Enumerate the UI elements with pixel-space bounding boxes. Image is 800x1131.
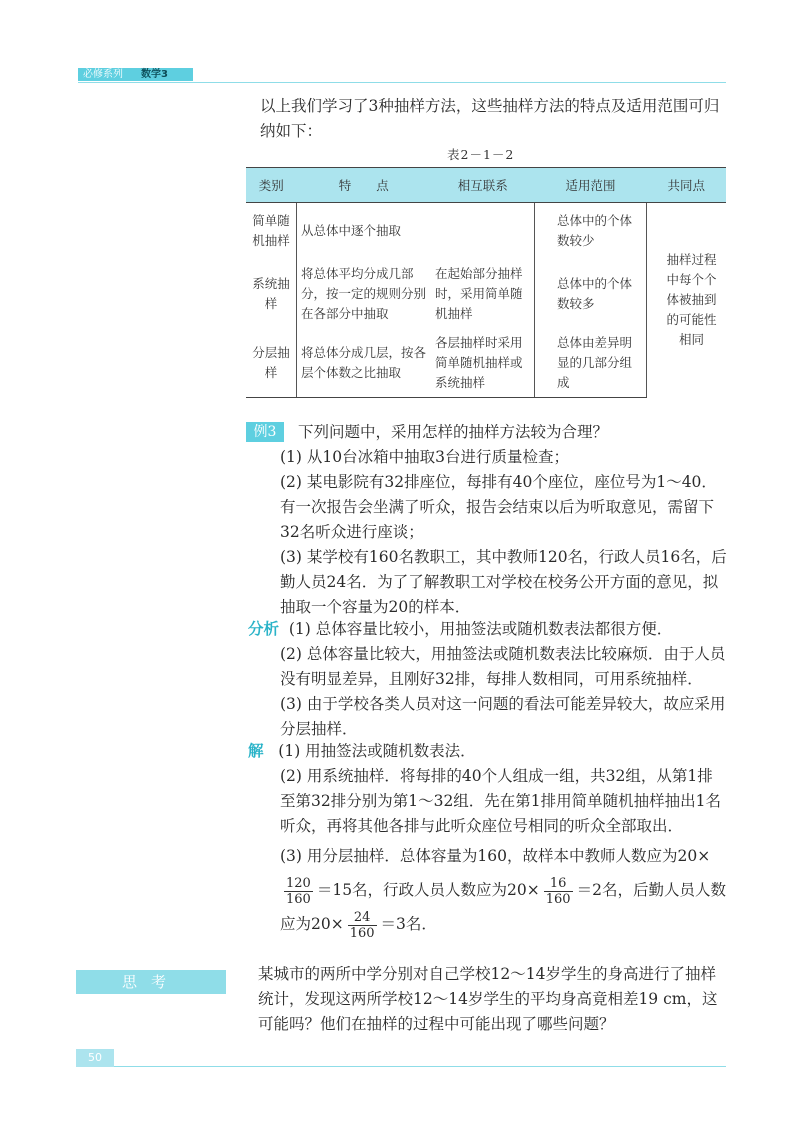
solution-label: 解 bbox=[248, 741, 264, 760]
think-paragraph: 某城市的两所中学分别对自己学校12～14岁学生的身高进行了抽样统计，发现这两所学校12～14岁学生的平均身高竟相差19 cm，这可能吗？他们在抽样的过程中可能出现了哪些问题？ bbox=[258, 965, 718, 1033]
cell-relation: 各层抽样时采用简单随机抽样或系统抽样 bbox=[431, 329, 535, 398]
cell-scope: 总体由差异明显的几部分组成 bbox=[535, 329, 647, 398]
cell-scope: 总体中的个体数较少 bbox=[535, 203, 647, 260]
fraction bbox=[348, 910, 377, 941]
cell-feature: 将总体分成几层，按各层个体数之比抽取 bbox=[297, 329, 432, 398]
table-caption: 表2－1－2 bbox=[447, 147, 515, 162]
series-label: 必修系列 bbox=[83, 69, 123, 80]
solution-item-3 bbox=[248, 839, 728, 941]
denominator: 160 bbox=[286, 891, 311, 907]
cell-feature: 从总体中逐个抽取 bbox=[301, 223, 402, 238]
page-number: 50 bbox=[76, 1049, 114, 1067]
analysis-item: (3) 由于学校各类人员对这一问题的看法可能差异较大，故应采用分层抽样． bbox=[280, 695, 726, 738]
analysis-item: (2) 总体容量比较大，用抽签法或随机数表法比较麻烦．由于人员没有明显差异，且刚好32排，每排人数相同，可用系统抽样． bbox=[280, 645, 726, 688]
cell-category: 简单随机抽样 bbox=[246, 203, 297, 260]
header-feature: 特 点 bbox=[297, 168, 432, 203]
analysis-block bbox=[248, 616, 728, 742]
cell-feature: 将总体平均分成几部分，按一定的规则分别在各部分中抽取 bbox=[301, 266, 427, 321]
solution-item: (1) 用抽签法或随机数表法． bbox=[278, 742, 476, 760]
table-header-row bbox=[246, 168, 726, 203]
solution-text: (3) 用分层抽样．总体容量为160，故样本中教师人数应为20× bbox=[280, 847, 711, 865]
numerator: 16 bbox=[544, 876, 573, 892]
analysis-item: (1) 总体容量比较小，用抽签法或随机数表法都很方便． bbox=[288, 620, 673, 638]
solution-text: ＝3名． bbox=[380, 915, 437, 933]
solution-item: (2) 用系统抽样．将每排的40个人组成一组，共32组，从第1排至第32排分别为第1～32组．先在第1排用简单随机抽样抽出1名听众，再将其他各排与此听众座位号相同的听众全部取出． bbox=[280, 767, 722, 835]
cell-common: 抽样过程中每个个体被抽到的可能性相同 bbox=[666, 252, 717, 348]
header-common: 共同点 bbox=[647, 168, 727, 203]
cell-category: 分层抽样 bbox=[246, 329, 297, 398]
header-category: 类别 bbox=[246, 168, 297, 203]
think-label: 思考 bbox=[76, 970, 226, 994]
denominator: 160 bbox=[349, 925, 375, 941]
header-relation: 相互联系 bbox=[431, 168, 535, 203]
header-scope: 适用范围 bbox=[535, 168, 647, 203]
numerator: 24 bbox=[348, 910, 377, 926]
sampling-methods-table bbox=[246, 167, 726, 398]
example-body bbox=[248, 445, 728, 620]
example-item: (1) 从10台冰箱中抽取3台进行质量检查； bbox=[280, 448, 569, 466]
cell-relation bbox=[431, 203, 535, 260]
example-question: 下列问题中，采用怎样的抽样方法较为合理？ bbox=[298, 423, 609, 441]
header-rule bbox=[78, 82, 726, 83]
fraction bbox=[284, 876, 313, 907]
solution-text: ＝2名，后勤人员人数应为20× bbox=[280, 881, 726, 933]
numerator: 120 bbox=[286, 875, 311, 891]
cell-scope: 总体中的个体数较多 bbox=[535, 259, 647, 329]
analysis-label: 分析 bbox=[248, 619, 280, 638]
cell-relation: 在起始部分抽样时，采用简单随机抽样 bbox=[431, 259, 535, 329]
fraction bbox=[544, 876, 573, 907]
solution-block bbox=[248, 738, 728, 941]
example-item: (3) 某学校有160名教职工，其中教师120名，行政人员16名，后勤人员24名．为了了解教职工对学校在校务公开方面的意见，拟抽取一个容量为20的样本． bbox=[280, 548, 727, 616]
footer-rule bbox=[114, 1066, 726, 1067]
example-item: (2) 某电影院有32排座位，每排有40个座位，座位号为1～40．有一次报告会坐满了听众，报告会结束以后为听取意见，需留下32名听众进行座谈； bbox=[280, 473, 717, 541]
denominator: 160 bbox=[545, 891, 571, 907]
subject-label: 数学3 bbox=[141, 69, 168, 80]
table-row bbox=[246, 203, 726, 260]
solution-text: ＝15名，行政人员人数应为20× bbox=[316, 881, 540, 899]
cell-category: 系统抽样 bbox=[246, 259, 297, 329]
intro-paragraph: 以上我们学习了3种抽样方法，这些抽样方法的特点及适用范围可归纳如下： bbox=[260, 97, 720, 140]
example-label: 例3 bbox=[246, 422, 284, 442]
